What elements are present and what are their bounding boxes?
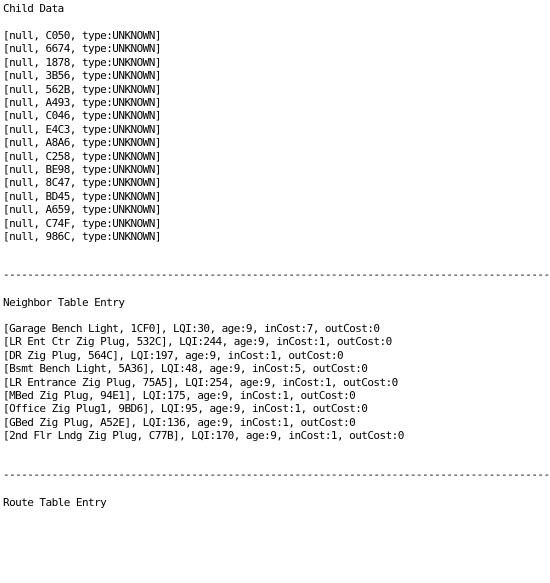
child-entry: [null, BD45, type:UNKNOWN]	[3, 189, 161, 203]
child-entry: [null, 562B, type:UNKNOWN]	[3, 82, 161, 96]
child-entry: [null, 3B56, type:UNKNOWN]	[3, 69, 161, 83]
child-entry: [null, E4C3, type:UNKNOWN]	[3, 122, 161, 136]
neighbor-entry: [Garage Bench Light, 1CF0], LQI:30, age:9, inCost:7, outCost:0	[3, 322, 380, 335]
neighbor-entry: [GBed Zig Plug, A52E], LQI:136, age:9, inCost:1, outCost:0	[3, 415, 356, 429]
child-entry: [null, 6674, type:UNKNOWN]	[3, 42, 161, 56]
neighbor-table-title: Neighbor Table Entry	[3, 296, 125, 309]
child-entry: [null, BE98, type:UNKNOWN]	[3, 163, 161, 176]
child-entry: [null, A659, type:UNKNOWN]	[3, 203, 161, 217]
neighbor-entry: [LR Entrance Zig Plug, 75A5], LQI:254, age:9, inCost:1, outCost:0	[3, 375, 398, 389]
child-entry: [null, C258, type:UNKNOWN]	[3, 149, 161, 163]
child-entry: [null, A493, type:UNKNOWN]	[3, 96, 161, 109]
section-separator: ------------------------------------------------------------------------------------------	[3, 468, 550, 481]
neighbor-entry: [Office Zig Plug1, 9BD6], LQI:95, age:9, inCost:1, outCost:0	[3, 402, 368, 416]
route-table-title: Route Table Entry	[3, 496, 107, 509]
child-entry: [null, 1878, type:UNKNOWN]	[3, 55, 161, 69]
neighbor-entry: [DR Zig Plug, 564C], LQI:197, age:9, inCost:1, outCost:0	[3, 348, 344, 362]
neighbor-entry: [Bsmt Bench Light, 5A36], LQI:48, age:9, inCost:5, outCost:0	[3, 362, 368, 376]
child-entry: [null, 986C, type:UNKNOWN]	[3, 230, 161, 243]
section-separator: ------------------------------------------------------------------------------------------	[3, 268, 550, 281]
child-entry: [null, A8A6, type:UNKNOWN]	[3, 136, 161, 150]
neighbor-entry: [2nd Flr Lndg Zig Plug, C77B], LQI:170, age:9, inCost:1, outCost:0	[3, 429, 404, 443]
child-entry: [null, 8C47, type:UNKNOWN]	[3, 176, 161, 190]
child-data-title: Child Data	[3, 2, 64, 15]
neighbor-entry: [MBed Zig Plug, 94E1], LQI:175, age:9, inCost:1, outCost:0	[3, 389, 356, 402]
child-entry: [null, C74F, type:UNKNOWN]	[3, 216, 161, 230]
child-entry: [null, C046, type:UNKNOWN]	[3, 109, 161, 123]
child-entry: [null, C050, type:UNKNOWN]	[3, 29, 161, 42]
neighbor-entry: [LR Ent Ctr Zig Plug, 532C], LQI:244, age:9, inCost:1, outCost:0	[3, 335, 392, 349]
